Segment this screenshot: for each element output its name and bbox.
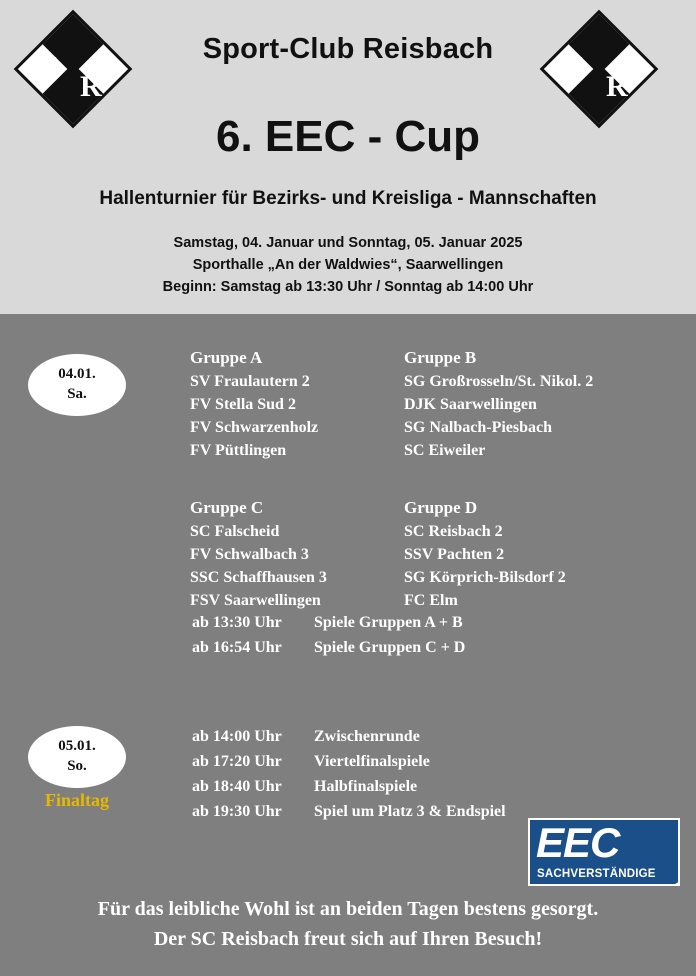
group-a-team-list	[190, 370, 404, 462]
page-title: 6. EEC - Cup	[215, 112, 481, 161]
schedule-row	[192, 724, 506, 749]
footer-line-2: Der SC Reisbach freut sich auf Ihren Besuch!	[153, 928, 543, 950]
list-item: FV Schwalbach 3	[190, 546, 309, 563]
poster-header	[0, 0, 696, 314]
group-d-team-list	[404, 520, 618, 612]
list-item: SC Reisbach 2	[404, 523, 503, 540]
day-one-date-badge	[28, 354, 126, 416]
event-start-times: Beginn: Samstag ab 13:30 Uhr / Sonntag ab 14:00 Uhr	[162, 279, 534, 295]
list-item: SG Großrosseln/St. Nikol. 2	[404, 373, 594, 390]
schedule-time: ab 13:30 Uhr	[192, 614, 282, 631]
sponsor-logo-eec	[528, 818, 680, 886]
group-b-title: Gruppe B	[404, 348, 477, 367]
list-item: SSC Schaffhausen 3	[190, 569, 327, 586]
schedule-description: Spiele Gruppen C + D	[314, 639, 466, 656]
schedule-description: Halbfinalspiele	[314, 778, 418, 795]
club-logo-letter-r: R	[80, 70, 102, 103]
day-one-weekday: Sa.	[67, 386, 87, 402]
group-c-title: Gruppe C	[190, 498, 264, 517]
list-item: FC Elm	[404, 592, 458, 609]
schedule-row	[192, 749, 506, 774]
event-subtitle: Hallenturnier für Bezirks- und Kreisliga - Mannschaften	[99, 188, 597, 209]
group-c-team-list	[190, 520, 404, 612]
club-logo-letter-r: R	[606, 70, 628, 103]
schedule-row	[192, 610, 465, 635]
schedule-description: Zwischenrunde	[314, 728, 420, 745]
schedule-description: Spiele Gruppen A + B	[314, 614, 463, 631]
day-two-date: 05.01.	[58, 738, 96, 754]
schedule-row	[192, 774, 506, 799]
schedule-description: Spiel um Platz 3 & Endspiel	[314, 803, 506, 820]
list-item: DJK Saarwellingen	[404, 396, 537, 413]
group-a	[190, 346, 404, 462]
club-logo-letters	[540, 10, 658, 128]
day-one-date: 04.01.	[58, 366, 96, 382]
list-item: FV Stella Sud 2	[190, 396, 296, 413]
club-logo-letter-c: C	[597, 30, 619, 63]
schedule-time: ab 17:20 Uhr	[192, 753, 282, 770]
schedule-description: Viertelfinalspiele	[314, 753, 430, 770]
list-item: FV Schwarzenholz	[190, 419, 319, 436]
list-item: SC Eiweiler	[404, 442, 486, 459]
group-tables	[190, 346, 660, 612]
list-item: SC Falscheid	[190, 523, 280, 540]
club-logo-letters	[14, 10, 132, 128]
list-item: FV Püttlingen	[190, 442, 287, 459]
list-item: FSV Saarwellingen	[190, 592, 321, 609]
group-a-title: Gruppe A	[190, 348, 263, 367]
list-item: SG Nalbach-Piesbach	[404, 419, 553, 436]
club-logo-right	[540, 10, 658, 128]
group-row-top	[190, 346, 660, 462]
schedule-time: ab 18:40 Uhr	[192, 778, 282, 795]
group-b	[404, 346, 618, 462]
club-logo-letter-s: S	[42, 50, 59, 83]
schedule-time: ab 19:30 Uhr	[192, 803, 282, 820]
list-item: SSV Pachten 2	[404, 546, 505, 563]
schedule-time: ab 14:00 Uhr	[192, 728, 282, 745]
club-logo-letter-s: S	[568, 50, 585, 83]
group-d-title: Gruppe D	[404, 498, 478, 517]
club-logo-left	[14, 10, 132, 128]
group-d	[404, 496, 618, 612]
sponsor-name: EEC	[536, 819, 620, 866]
club-name: Sport-Club Reisbach	[202, 33, 494, 65]
day-two-weekday: So.	[67, 758, 87, 774]
group-c	[190, 496, 404, 612]
schedule-time: ab 16:54 Uhr	[192, 639, 282, 656]
list-item: SV Fraulautern 2	[190, 373, 310, 390]
day-two-schedule	[192, 724, 506, 824]
schedule-row	[192, 635, 465, 660]
event-venue: Sporthalle „An der Waldwies“, Saarwellingen	[192, 257, 504, 273]
group-b-team-list	[404, 370, 618, 462]
event-info	[0, 232, 696, 298]
day-two-date-badge	[28, 726, 126, 788]
day-one-schedule	[192, 610, 465, 660]
sponsor-tagline: SACHVERSTÄNDIGE	[537, 868, 656, 880]
list-item: SG Körprich-Bilsdorf 2	[404, 569, 566, 586]
event-dates: Samstag, 04. Januar und Sonntag, 05. Januar 2025	[173, 235, 523, 251]
poster-footer	[0, 894, 696, 954]
group-row-bottom	[190, 496, 660, 612]
schedule-row	[192, 799, 506, 824]
club-logo-letter-c: C	[71, 30, 93, 63]
finaltag-label: Finaltag	[44, 790, 109, 810]
footer-line-1: Für das leibliche Wohl ist an beiden Tagen bestens gesorgt.	[97, 898, 599, 920]
day-one-section	[0, 314, 696, 706]
